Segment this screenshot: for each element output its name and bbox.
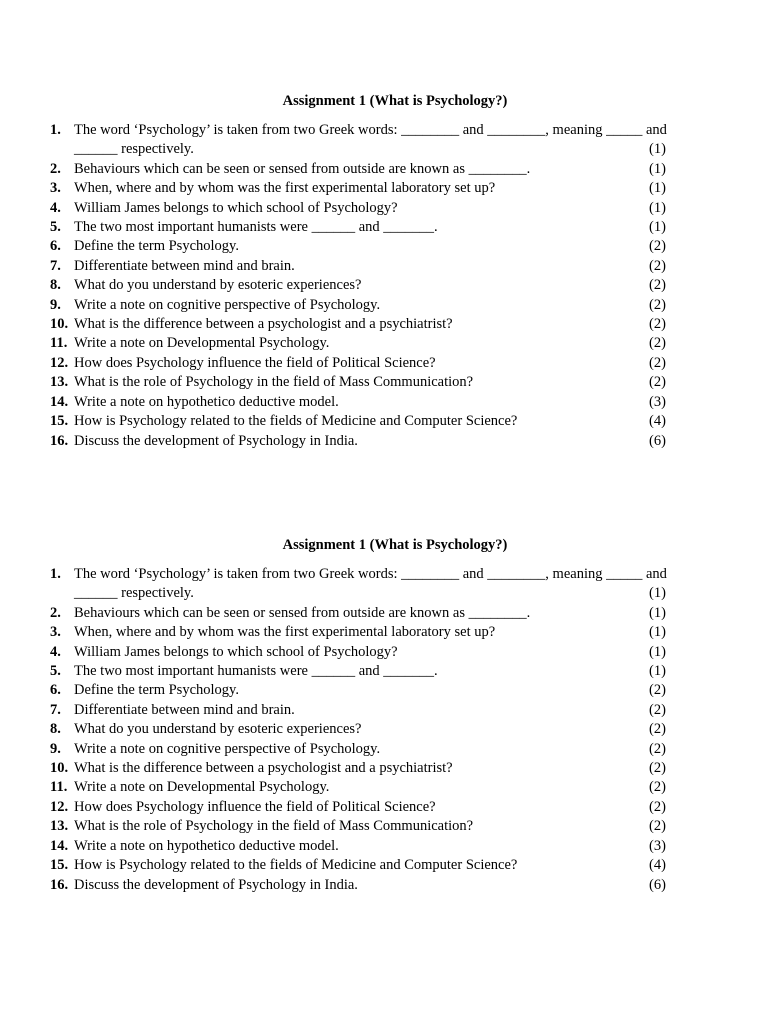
question-marks: (2) — [649, 682, 666, 699]
question-item — [0, 817, 768, 836]
question-number: 15. — [50, 413, 69, 430]
question-number: 2. — [50, 604, 61, 621]
question-item — [0, 798, 768, 817]
question-text: Differentiate between mind and brain. — [74, 701, 295, 718]
question-item — [0, 604, 768, 623]
question-number: 1. — [50, 122, 61, 138]
question-text: Discuss the development of Psychology in India. — [74, 876, 358, 893]
question-text: When, where and by whom was the first experimental laboratory set up? — [74, 624, 496, 641]
question-item — [0, 623, 768, 642]
question-number: 14. — [50, 393, 69, 410]
question-number: 16. — [50, 432, 69, 449]
question-item — [0, 257, 768, 276]
question-list — [0, 565, 768, 895]
question-item — [0, 778, 768, 797]
question-text: What do you understand by esoteric experiences? — [74, 721, 362, 738]
question-text: Behaviours which can be seen or sensed from outside are known as ________. — [74, 160, 531, 177]
question-text: How does Psychology influence the field of Political Science? — [74, 798, 436, 815]
assignment-title: Assignment 1 (What is Psychology?) — [282, 537, 508, 553]
question-item — [0, 759, 768, 778]
question-number: 10. — [50, 760, 69, 777]
question-item — [0, 876, 768, 895]
question-number: 6. — [50, 238, 61, 255]
question-text: Write a note on Developmental Psychology. — [74, 779, 330, 796]
question-text: When, where and by whom was the first experimental laboratory set up? — [74, 180, 496, 197]
question-item — [0, 354, 768, 373]
question-marks: (2) — [649, 374, 666, 391]
question-item — [0, 837, 768, 856]
question-text: What is the difference between a psychologist and a psychiatrist? — [74, 316, 453, 333]
assignment-title: Assignment 1 (What is Psychology?) — [282, 93, 508, 109]
question-marks: (1) — [649, 160, 666, 177]
question-text: Define the term Psychology. — [74, 238, 239, 255]
question-item — [0, 412, 768, 431]
question-text: Write a note on hypothetico deductive model. — [74, 393, 339, 410]
question-number: 1. — [50, 566, 61, 582]
question-number: 16. — [50, 876, 69, 893]
question-item — [0, 199, 768, 218]
question-text: The two most important humanists were ______ and _______. — [74, 219, 438, 236]
question-item — [0, 432, 768, 451]
question-text: The two most important humanists were ______ and _______. — [74, 663, 438, 680]
question-marks: (1) — [649, 624, 666, 641]
question-marks: (2) — [649, 277, 666, 294]
question-text: Define the term Psychology. — [74, 682, 239, 699]
question-marks: (2) — [649, 335, 666, 352]
question-text-line: ______ respectively. — [74, 585, 194, 602]
question-item — [0, 681, 768, 700]
question-item — [0, 276, 768, 295]
question-text: Differentiate between mind and brain. — [74, 257, 295, 274]
question-number: 8. — [50, 721, 61, 738]
question-item — [0, 393, 768, 412]
question-text: How is Psychology related to the fields of Medicine and Computer Science? — [74, 857, 518, 874]
question-marks: (2) — [649, 721, 666, 738]
question-text: What is the role of Psychology in the field of Mass Communication? — [74, 374, 474, 391]
question-marks: (6) — [649, 432, 666, 449]
question-number: 5. — [50, 219, 61, 236]
question-text-line: The word ‘Psychology’ is taken from two Greek words: ________ and ________, meaning _____ and — [74, 566, 667, 582]
question-number: 9. — [50, 740, 61, 757]
question-item — [0, 296, 768, 315]
question-text: What is the role of Psychology in the field of Mass Communication? — [74, 818, 474, 835]
question-marks: (2) — [649, 760, 666, 777]
question-item — [0, 565, 768, 604]
question-number: 5. — [50, 663, 61, 680]
question-number: 7. — [50, 701, 61, 718]
question-item — [0, 315, 768, 334]
question-number: 14. — [50, 837, 69, 854]
question-marks: (1) — [649, 141, 666, 158]
question-item — [0, 218, 768, 237]
question-item — [0, 179, 768, 198]
question-marks: (1) — [649, 219, 666, 236]
question-text-line: The word ‘Psychology’ is taken from two Greek words: ________ and ________, meaning _____ and — [74, 122, 667, 138]
question-item — [0, 662, 768, 681]
question-number: 4. — [50, 643, 61, 660]
question-number: 3. — [50, 180, 61, 197]
question-marks: (2) — [649, 238, 666, 255]
question-number: 13. — [50, 818, 69, 835]
question-marks: (2) — [649, 354, 666, 371]
question-marks: (4) — [649, 413, 666, 430]
question-text: What do you understand by esoteric experiences? — [74, 277, 362, 294]
question-item — [0, 237, 768, 256]
question-item — [0, 701, 768, 720]
question-item — [0, 373, 768, 392]
question-marks: (6) — [649, 876, 666, 893]
question-item — [0, 740, 768, 759]
question-number: 12. — [50, 354, 69, 371]
question-text: Write a note on hypothetico deductive model. — [74, 837, 339, 854]
question-marks: (2) — [649, 316, 666, 333]
question-text: Behaviours which can be seen or sensed from outside are known as ________. — [74, 604, 531, 621]
question-marks: (3) — [649, 837, 666, 854]
question-number: 9. — [50, 296, 61, 313]
question-marks: (1) — [649, 585, 666, 602]
question-text — [74, 121, 708, 160]
question-number: 7. — [50, 257, 61, 274]
question-number: 11. — [50, 779, 68, 796]
question-number: 11. — [50, 335, 68, 352]
question-item — [0, 643, 768, 662]
question-number: 10. — [50, 316, 69, 333]
question-item — [0, 720, 768, 739]
question-item — [0, 121, 768, 160]
question-marks: (2) — [649, 257, 666, 274]
question-text: Write a note on cognitive perspective of Psychology. — [74, 740, 381, 757]
question-number: 3. — [50, 624, 61, 641]
question-number: 6. — [50, 682, 61, 699]
question-text: William James belongs to which school of Psychology? — [74, 199, 398, 216]
question-marks: (2) — [649, 798, 666, 815]
question-item — [0, 856, 768, 875]
question-marks: (1) — [649, 180, 666, 197]
question-text-line: ______ respectively. — [74, 141, 194, 158]
question-number: 15. — [50, 857, 69, 874]
assignment-sheet-1 — [0, 92, 768, 451]
question-text: What is the difference between a psychologist and a psychiatrist? — [74, 760, 453, 777]
question-text: Write a note on Developmental Psychology. — [74, 335, 330, 352]
question-marks: (1) — [649, 663, 666, 680]
question-number: 13. — [50, 374, 69, 391]
question-marks: (2) — [649, 701, 666, 718]
question-number: 8. — [50, 277, 61, 294]
question-marks: (2) — [649, 740, 666, 757]
question-text: How is Psychology related to the fields of Medicine and Computer Science? — [74, 413, 518, 430]
question-text: Discuss the development of Psychology in India. — [74, 432, 358, 449]
question-list — [0, 121, 768, 451]
question-item — [0, 334, 768, 353]
question-number: 4. — [50, 199, 61, 216]
question-text — [74, 565, 708, 604]
question-marks: (1) — [649, 604, 666, 621]
assignment-sheet-2 — [0, 536, 768, 895]
question-number: 12. — [50, 798, 69, 815]
question-marks: (2) — [649, 296, 666, 313]
question-marks: (1) — [649, 199, 666, 216]
question-marks: (2) — [649, 779, 666, 796]
question-number: 2. — [50, 160, 61, 177]
question-marks: (3) — [649, 393, 666, 410]
question-marks: (2) — [649, 818, 666, 835]
question-marks: (1) — [649, 643, 666, 660]
question-marks: (4) — [649, 857, 666, 874]
question-text: Write a note on cognitive perspective of Psychology. — [74, 296, 381, 313]
question-text: How does Psychology influence the field of Political Science? — [74, 354, 436, 371]
question-text: William James belongs to which school of Psychology? — [74, 643, 398, 660]
question-item — [0, 160, 768, 179]
